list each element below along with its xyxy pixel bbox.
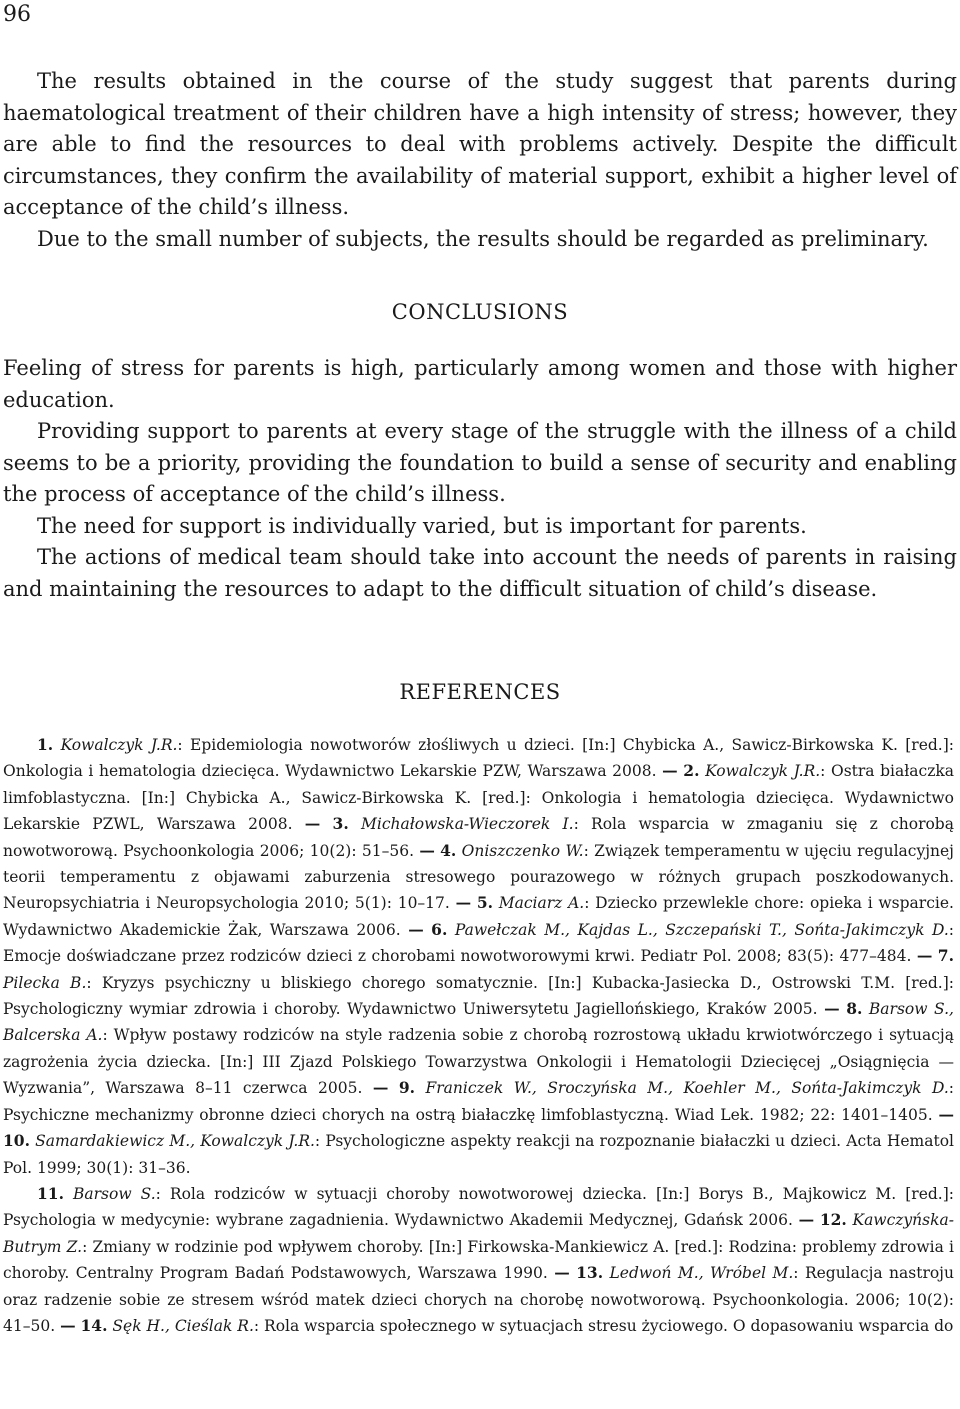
reference-text: : Psychiczne mechanizmy obronne dzieci chorych na ostrą białaczkę limfoblastyczną. Wiad Lek. 1982; 22: 1401–1405. bbox=[3, 1079, 954, 1124]
conclusions-paragraph: The actions of medical team should take into account the needs of parents in raising and maintaining the resources to adapt to the difficult situation of child’s disease. bbox=[3, 545, 957, 601]
reference-author: Kowalczyk J.R. bbox=[705, 762, 821, 781]
conclusions-heading: CONCLUSIONS bbox=[391, 300, 569, 324]
reference-author: Oniszczenko W. bbox=[461, 841, 584, 860]
reference-number: 4. bbox=[440, 840, 457, 860]
reference-number: 9. bbox=[398, 1078, 416, 1098]
references-heading: REFERENCES bbox=[399, 680, 561, 704]
reference-author: Franiczek W., Sroczyńska M., Koehler M., Sońta-Jakimczyk D. bbox=[425, 1079, 949, 1098]
reference-author: Pilecka B. bbox=[3, 973, 87, 992]
conclusions-paragraph: The need for support is individually varied, but is important for parents. bbox=[37, 513, 807, 538]
reference-text: : Epidemiologia nowotworów złośliwych u dzieci. [In:] Chybicka A., Sawicz-Birkowska K. [red.]: Onkologia i hematologia dziecięca. Wydawnictwo Lekarskie PZW, Warszawa 2008. bbox=[3, 736, 954, 781]
reference-item bbox=[3, 1132, 954, 1176]
page-number: 96 bbox=[3, 2, 31, 27]
reference-text: : Dziecko przewlekle chore: opieka i wsparcie. Wydawnictwo Akademickie Żak, Warszawa 2006. bbox=[3, 894, 954, 939]
reference-author: Ledwoń M., Wróbel M. bbox=[609, 1264, 794, 1283]
conclusions-paragraph: Providing support to parents at every stage of the struggle with the illness of a child seems to be a priority, providing the foundation to build a sense of security and enabling the process of acceptance of the child’s illness. bbox=[3, 419, 957, 506]
reference-text: : Rola wsparcia w zmaganiu się z chorobą nowotworową. Psychoonkologia 2006; 10(2): 51–56. bbox=[3, 815, 954, 860]
reference-author: Kawczyńska-Butrym Z. bbox=[3, 1211, 954, 1256]
reference-text: : Związek temperamentu w ujęciu regulacyjnej teorii temperamentu z objawami zaburzenia stresowego pourazowego w różnych grupach poszkodowanych. Neuropsychiatria i Neuropsychologia 2010; 5(1): 10–17. bbox=[3, 841, 954, 913]
references-block-2: 11. Barsow S.: Rola rodziców w sytuacji choroby nowotworowej dziecka. [In:] Borys B., Majkowicz M. [red.]: Psychologia w medycynie: wybrane zagadnienia. Wydawnictwo Akademii Medycznej, Gdańsk 2006. — 12. Kawczyńska-Butrym Z.: Zmiany w rodzinie pod wpływem choroby. [In:] Firkowska-Mankiewicz A. [red.]: Rodzina: problemy zdrowia i choroby. Centralny Program Badań Podstawowych, Warszawa 1990. — 13. Ledwoń M., Wróbel M.: Regulacja nastroju oraz radzenie sobie ze stresem wśród matek dzieci chorych na chorobę nowotworową. Psychoonkologia. 2006; 10(2): 41–50. — 14. Sęk H., Cieślak R.: Rola wsparcia społecznego w sytuacjach stresu życiowego. O dopasowaniu wsparcia do bbox=[3, 1183, 954, 1335]
conclusions-section bbox=[3, 353, 957, 605]
reference-text: : Zmiany w rodzinie pod wpływem choroby. [In:] Firkowska-Mankiewicz A. [red.]: Rodzina: problemy zdrowia i choroby. Centralny Program Badań Podstawowych, Warszawa 1990. bbox=[3, 1237, 954, 1283]
reference-number: 8. bbox=[846, 999, 863, 1019]
reference-author: Pawełczak M., Kajdas L., Szczepański T., Sońta-Jakimczyk D. bbox=[454, 920, 949, 939]
reference-number: 14. bbox=[80, 1315, 108, 1335]
reference-number: 5. bbox=[476, 893, 494, 913]
reference-text: : Ostra białaczka limfoblastyczna. [In:] Chybicka A., Sawicz-Birkowska K. [red.]: Onkologia i hematologia dziecięca. Wydawnictwo Lekarskie PZWL, Warszawa 2008. bbox=[3, 762, 954, 834]
reference-number: 12. bbox=[819, 1210, 847, 1230]
reference-text: : Emocje doświadczane przez rodziców dzieci z chorobami nowotworowymi krwi. Pediatr Pol. 2008; 83(5): 477–484. bbox=[3, 920, 955, 966]
reference-number: 2. bbox=[683, 761, 700, 781]
reference-author: Barsow S., Balcerska A. bbox=[3, 1000, 954, 1045]
reference-author: Kowalczyk J.R. bbox=[60, 736, 178, 754]
reference-text: : Rola rodziców w sytuacji choroby nowotworowej dziecka. [In:] Borys B., Majkowicz M. [red.]: Psychologia w medycynie: wybrane zagadnienia. Wydawnictwo Akademii Medycznej, Gdańsk 2006. bbox=[3, 1184, 954, 1230]
conclusions-paragraph: Feeling of stress for parents is high, particularly among women and those with higher education. bbox=[3, 356, 957, 412]
reference-author: Maciarz A. bbox=[498, 894, 585, 913]
reference-number: 10. bbox=[3, 1131, 30, 1151]
reference-author: Michałowska-Wieczorek I. bbox=[360, 815, 574, 834]
reference-number: 1. bbox=[37, 735, 54, 754]
reference-author: Barsow S. bbox=[73, 1184, 156, 1203]
reference-text: : Psychologiczne aspekty reakcji na rozpoznanie białaczki u dzieci. Acta Hematol Pol. 1999; 30(1): 31–36. bbox=[3, 1132, 954, 1177]
reference-text: : Kryzys psychiczny u bliskiego chorego somatycznie. [In:] Kubacka-Jasiecka D., Ostrowski T.M. [red.]: Psychologiczny wymiar zdrowia i choroby. Wydawnictwo Uniwersytetu Jagiellońskiego, Kraków 2005. bbox=[3, 973, 955, 1019]
reference-author: Sęk H., Cieślak R. bbox=[112, 1316, 254, 1335]
reference-author: Samardakiewicz M., Kowalczyk J.R. bbox=[35, 1132, 315, 1151]
reference-text: : Rola wsparcia społecznego w sytuacjach stresu życiowego. O dopasowaniu wsparcia do bbox=[253, 1316, 954, 1335]
references-block-1: 1. Kowalczyk J.R.: Epidemiologia nowotworów złośliwych u dzieci. [In:] Chybicka A., Sawicz-Birkowska K. [red.]: Onkologia i hematologia dziecięca. Wydawnictwo Lekarskie PZW, Warszawa 2008. — 2. Kowalczyk J.R.: Ostra białaczka limfoblastyczna. [In:] Chybicka A., Sawicz-Birkowska K. [red.]: Onkologia i hematologia dziecięca. Wydawnictwo Lekarskie PZWL, Warszawa 2008. — 3. Michałowska-Wieczorek I.: Rola wsparcia w zmaganiu się z chorobą nowotworową. Psychoonkologia 2006; 10(2): 51–56. — 4. Oniszczenko W.: Związek temperamentu w ujęciu regulacyjnej teorii temperamentu z objawami zaburzenia stresowego pourazowego w różnych grupach poszkodowanych. Neuropsychiatria i Neuropsychologia 2010; 5(1): 10–17. — 5. Maciarz A.: Dziecko przewlekle chore: opieka i wsparcie. Wydawnictwo Akademickie Żak, Warszawa 2006. — 6. Pawełczak M., Kajdas L., Szczepański T., Sońta-Jakimczyk D.: Emocje doświadczane przez rodziców dzieci z chorobami nowotworowymi krwi. Pediatr Pol. 2008; 83(5): 477–484. — 7. Pilecka B.: Kryzys psychiczny u bliskiego chorego somatycznie. [In:] Kubacka-Jasiecka D., Ostrowski T.M. [red.]: Psychologiczny wymiar zdrowia i choroby. Wydawnictwo Uniwersytetu Jagiellońskiego, Kraków 2005. — 8. Barsow S., Balcerska A.: Wpływ postawy rodziców na style radzenia sobie z chorobą rozrostową układu krwiotwórczego i sytuacją zagrożenia życia dziecka. [In:] III Zjazd Polskiego Towarzystwa Onkologii i Hematologii Dziecięcej „Osiągnięcia — Wyzwania”, Warszawa 8–11 czerwca 2005. — 9. Franiczek W., Sroczyńska M., Koehler M., Sońta-Jakimczyk D.: Psychiczne mechanizmy obronne dzieci chorych na ostrą białaczkę limfoblastyczną. Wiad Lek. 1982; 22: 1401–1405. — 10. Samardakiewicz M., Kowalczyk J.R.: Psychologiczne aspekty reakcji na rozpoznanie białaczki u dzieci. Acta Hematol Pol. 1999; 30(1): 31–36. bbox=[3, 735, 955, 1177]
results-section bbox=[3, 66, 957, 255]
reference-number: 13. bbox=[576, 1263, 604, 1283]
reference-text: : Wpływ postawy rodziców na style radzenia sobie z chorobą rozrostową układu krwiotwórczego i sytuacją zagrożenia życia dziecka. [In:] III Zjazd Polskiego Towarzystwa Onkologii i Hematologii Dziecięcej „Osiągnięcia — Wyzwania”, Warszawa 8–11 czerwca 2005. bbox=[3, 1026, 954, 1098]
reference-number: 7. bbox=[937, 946, 954, 966]
reference-number: 3. bbox=[332, 814, 349, 834]
references-list bbox=[3, 732, 954, 1339]
results-paragraph: The results obtained in the course of the study suggest that parents during haematological treatment of their children have a high intensity of stress; however, they are able to find the resources to deal with problems actively. Despite the difficult circumstances, they confirm the availability of material support, exhibit a higher level of acceptance of the child’s illness. bbox=[3, 69, 957, 219]
reference-number: 6. bbox=[431, 919, 448, 939]
reference-item bbox=[81, 1317, 954, 1335]
reference-text: : Regulacja nastroju oraz radzenie sobie ze stresem wśród matek dzieci chorych na chorobę nowotworową. Psychoonkologia. 2006; 10(2): 41–50. bbox=[3, 1264, 954, 1335]
reference-number: 11. bbox=[37, 1183, 64, 1203]
results-paragraph: Due to the small number of subjects, the results should be regarded as preliminary. bbox=[37, 226, 929, 251]
